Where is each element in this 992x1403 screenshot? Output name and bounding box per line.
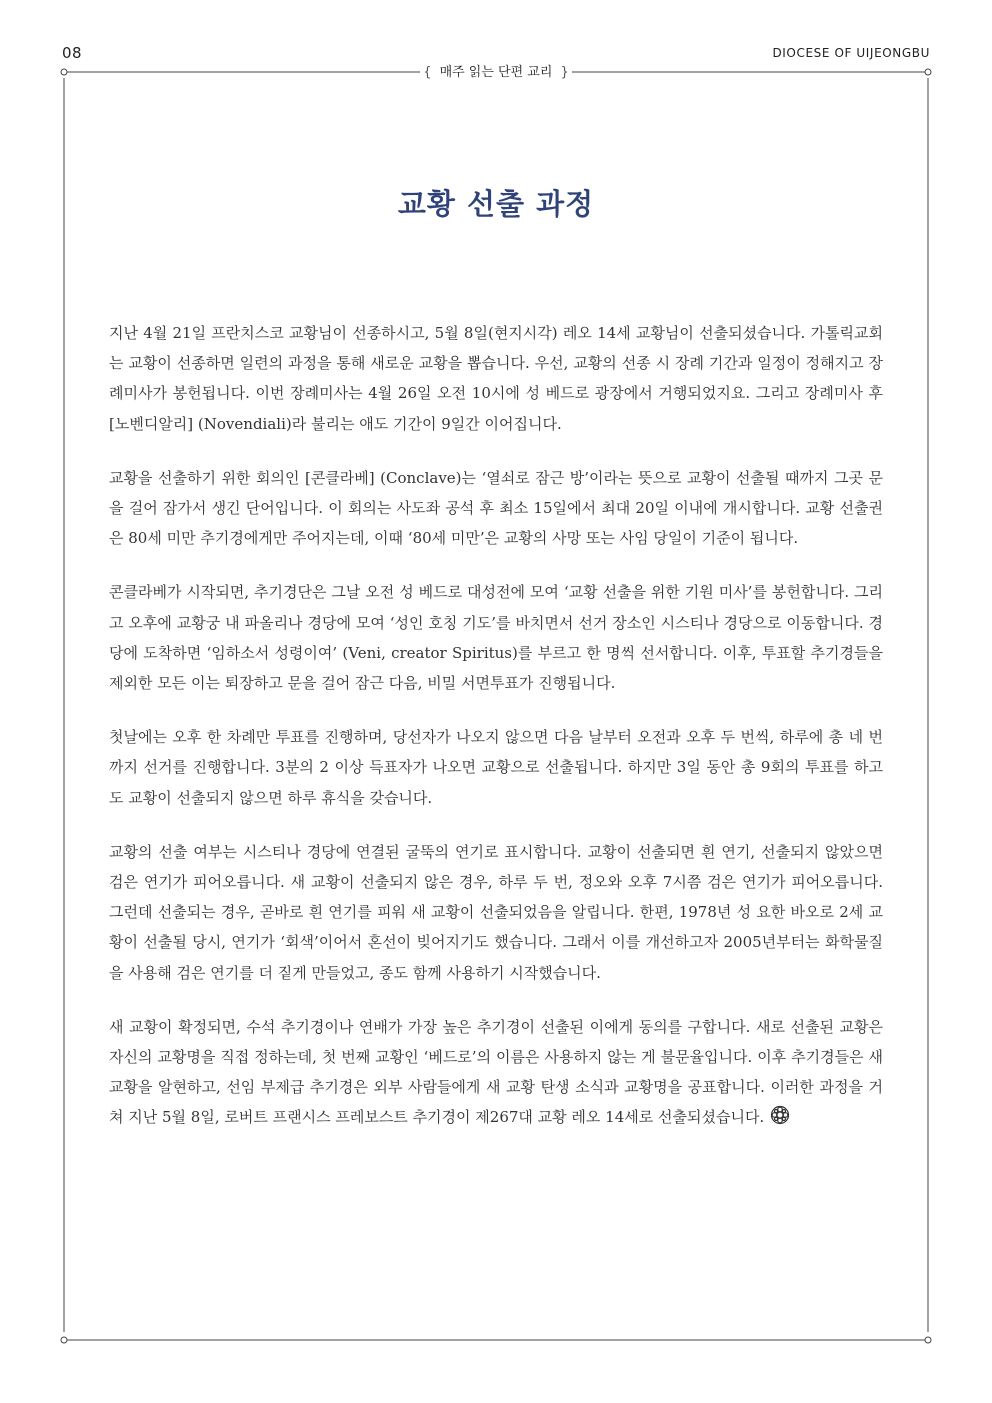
corner-top-right bbox=[925, 69, 931, 75]
diocese-name: DIOCESE OF UIJEONGBU bbox=[772, 46, 930, 60]
paragraph-4: 첫날에는 오후 한 차례만 투표를 진행하며, 당선자가 나오지 않으면 다음 날부터 오전과 오후 두 번씩, 하루에 총 네 번까지 선거를 진행합니다. 3분의 2 이상 득표자가 나오면 교황으로 선출됩니다. 하지만 3일 동안 총 9회의 투표를 하고도 교황이 선출되지 않으면 하루 휴식을 갖습니다. bbox=[109, 728, 883, 807]
article-body bbox=[109, 318, 883, 1160]
corner-bottom-right bbox=[925, 1337, 931, 1343]
paragraph-1: 지난 4월 21일 프란치스코 교황님이 선종하시고, 5월 8일(현지시각) 레오 14세 교황님이 선출되셨습니다. 가톨릭교회는 교황이 선종하면 일련의 과정을 통해 새로운 교황을 뽑습니다. 우선, 교황의 선종 시 장례 기간과 일정이 정해지고 장례미사가 봉헌됩니다. 이번 장례미사는 4월 26일 오전 10시에 성 베드로 광장에서 거행되었지요. 그리고 장례미사 후 [노벤디알리] (Novendiali)라 불리는 애도 기간이 9일간 이어집니다. bbox=[109, 324, 883, 433]
article-title: 교황 선출 과정 bbox=[397, 187, 595, 221]
ornament-icon bbox=[770, 1105, 790, 1135]
paragraph-5: 교황의 선출 여부는 시스티나 경당에 연결된 굴뚝의 연기로 표시합니다. 교황이 선출되면 흰 연기, 선출되지 않았으면 검은 연기가 피어오릅니다. 새 교황이 선출되지 않은 경우, 하루 두 번, 정오와 오후 7시쯤 검은 연기가 피어오릅니다. 그런데 선출되는 경우, 곧바로 흰 연기를 피워 새 교황이 선출되었음을 알립니다. 한편, 1978년 성 요한 바오로 2세 교황이 선출될 당시, 연기가 ‘회색’이어서 혼선이 빚어지기도 했습니다. 그래서 이를 개선하고자 2005년부터는 화학물질을 사용해 검은 연기를 더 짙게 만들었고, 종도 함께 사용하기 시작했습니다. bbox=[109, 842, 883, 982]
paragraph-6 bbox=[109, 1012, 883, 1136]
right-brace: } bbox=[560, 65, 569, 80]
corner-bottom-left bbox=[61, 1337, 67, 1343]
series-title-text: 매주 읽는 단편 교리 bbox=[439, 65, 553, 80]
paragraph-3: 콘클라베가 시작되면, 추기경단은 그날 오전 성 베드로 대성전에 모여 ‘교황 선출을 위한 기원 미사’를 봉헌합니다. 그리고 오후에 교황궁 내 파올리나 경당에 모여 ‘성인 호칭 기도’를 바치면서 선거 장소인 시스티나 경당으로 이동합니다. 경당에 도착하면 ‘임하소서 성령이여’ (Veni, creator Spiritus)를 부르고 한 명씩 선서합니다. 이후, 투표할 추기경들을 제외한 모든 이는 퇴장하고 문을 걸어 잠근 다음, 비밀 서면투표가 진행됩니다. bbox=[109, 583, 883, 693]
corner-top-left bbox=[61, 69, 67, 75]
paragraph-2: 교황을 선출하기 위한 회의인 [콘클라베] (Conclave)는 ‘열쇠로 잠근 방’이라는 뜻으로 교황이 선출될 때까지 그곳 문을 걸어 잠가서 생긴 단어입니다. 이 회의는 사도좌 공석 후 최소 15일에서 최대 20일 이내에 개시합니다. 교황 선출권은 80세 미만 추기경에게만 주어지는데, 이때 ‘80세 미만’은 교황의 사망 또는 사임 당일이 기준이 됩니다. bbox=[109, 468, 883, 548]
page-number: 08 bbox=[62, 44, 83, 62]
left-brace: { bbox=[423, 65, 432, 80]
paragraph-6-text: 새 교황이 확정되면, 수석 추기경이나 연배가 가장 높은 추기경이 선출된 이에게 동의를 구합니다. 새로 선출된 교황은 자신의 교황명을 직접 정하는데, 첫 번째 교황인 ‘베드로’의 이름은 사용하지 않는 게 불문율입니다. 이후 추기경들은 새 교황을 알현하고, 선임 부제급 추기경은 외부 사람들에게 새 교황 탄생 소식과 교황명을 공표합니다. 이러한 과정을 거쳐 지난 5월 8일, 로버트 프랜시스 프레보스트 추기경이 제267대 교황 레오 14세로 선출되셨습니다. bbox=[109, 1017, 883, 1127]
